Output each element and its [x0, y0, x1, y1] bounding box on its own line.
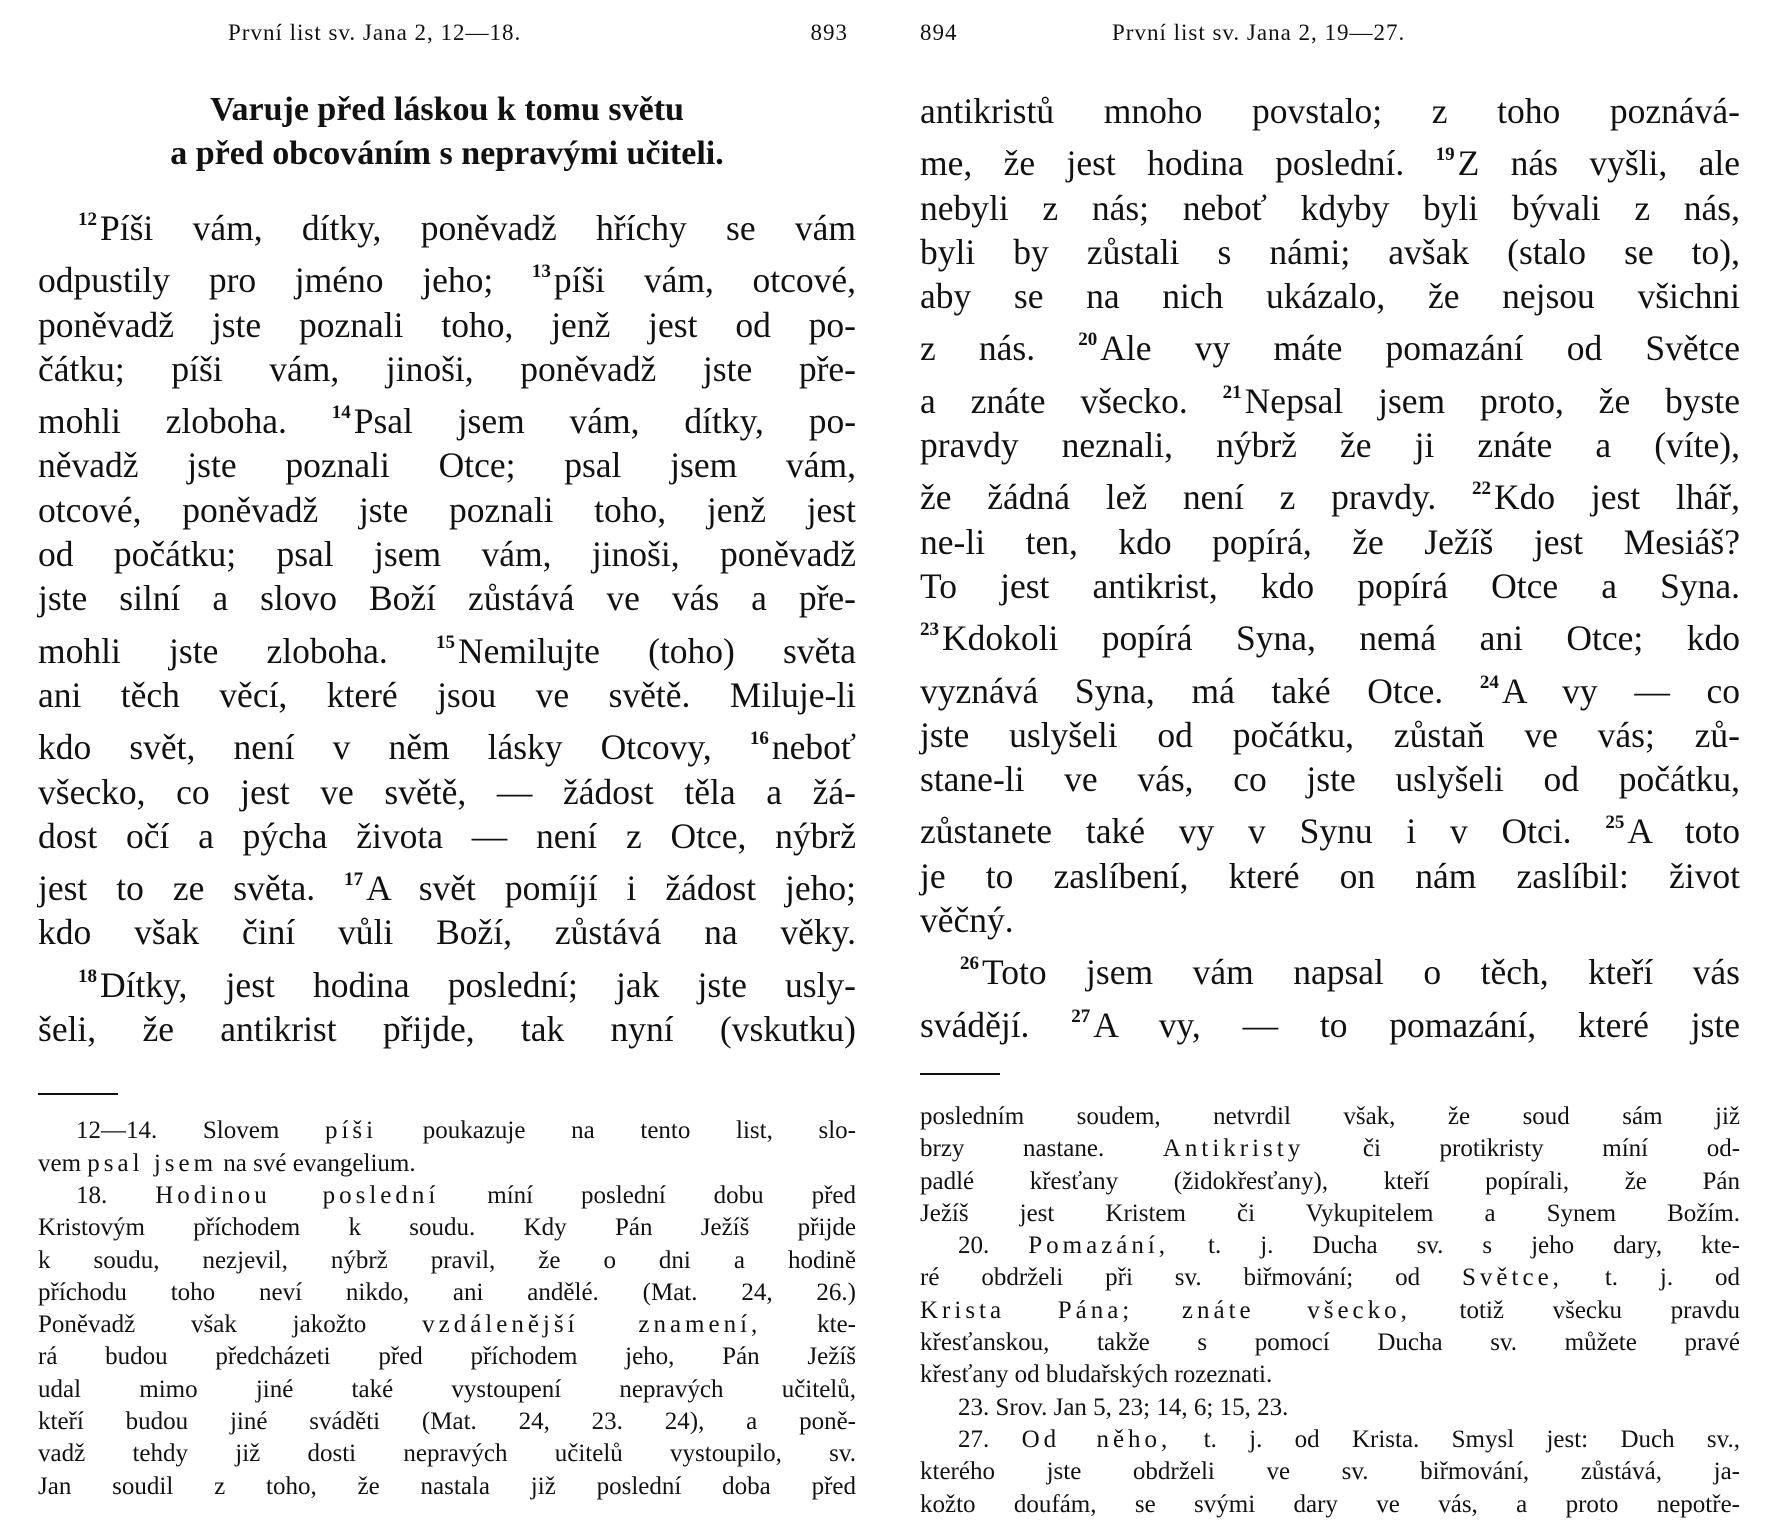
verse-number: 14 [331, 402, 351, 424]
text-line: $^{12}$Píši vám, dítky, poněvadž hříchy se vám [78, 208, 856, 248]
text-line: že žádná lež není z pravdy. $^{22}$Kdo jest lhář, [920, 477, 1740, 518]
note-line: vem psal jsem na své evangelium. [38, 1149, 416, 1177]
note-line: příchodu toho neví nikdo, ani andělé. (Mat. 24, 26.) [38, 1278, 856, 1306]
scripture-text [38, 198, 856, 1051]
note-line: vadž tehdy již dosti nepravých učitelů vystoupilo, sv. [38, 1440, 856, 1468]
text-line: ani těch věcí, které jsou ve světě. Miluje-li [38, 674, 856, 715]
text-line: dost očí a pýcha života — není z Otce, nýbrž [38, 815, 856, 856]
text-line: byli by zůstali s námi; avšak (stalo se to), [920, 231, 1740, 272]
text-line: všecko, co jest ve světě, — žádost těla a žá- [38, 771, 856, 812]
verse-number: 12 [78, 209, 97, 230]
note-line: kteří budou jiné sváděti (Mat. 24, 23. 24), a poně- [38, 1408, 856, 1436]
note-line: rá budou předcházeti před příchodem jeho, Pán Ježíš [38, 1343, 856, 1371]
note-line: křesťanskou, takže s pomocí Ducha sv. můžete pravé [920, 1329, 1740, 1357]
text-line: $^{26}$Toto jsem vám napsal o těch, kteří vás [960, 952, 1740, 993]
page-number: 893 [810, 20, 848, 45]
verse-number: 24 [1479, 671, 1499, 693]
left-page [38, 0, 856, 1503]
note-line: k soudu, nezjevil, nýbrž pravil, že o dni a hodině [38, 1246, 856, 1274]
note-line: 12—14. Slovem píši poukazuje na tento list, slo- [76, 1117, 856, 1145]
text-line: zůstanete také vy v Synu i v Otci. $^{25}$A toto [920, 811, 1741, 852]
heading-line: Varuje před láskou k tomu světu [210, 91, 684, 128]
text-line: kdo svět, není v něm lásky Otcovy, $^{16}$neboť [38, 727, 857, 768]
verse-number: 20 [1078, 329, 1098, 351]
running-head-right [920, 20, 1740, 60]
note-line: kterého jste obdrželi ve sv. biřmování, zůstává, ja- [920, 1458, 1740, 1486]
text-line: otcové, poněvadž jste poznali toho, jenž jest [38, 489, 856, 530]
text-line: poněvadž jste poznali toho, jenž jest od po- [38, 304, 856, 345]
text-line: svádějí. $^{27}$A vy, — to pomazání, které jste [920, 1004, 1740, 1045]
text-line: něvadž jste poznali Otce; psal jsem vám, [38, 445, 856, 486]
text-line: kdo však činí vůli Boží, zůstává na věky. [38, 912, 856, 953]
text-line: $^{18}$Dítky, jest hodina poslední; jak jste usly- [78, 964, 856, 1005]
text-line: vyznává Syna, má také Otce. $^{24}$A vy — co [920, 670, 1741, 711]
verse-number: 19 [1435, 144, 1455, 166]
verse-number: 25 [1605, 812, 1625, 834]
text-line: ne-li ten, kdo popírá, že Ježíš jest Mesiáš? [920, 521, 1740, 562]
page-number: 894 [920, 20, 958, 45]
verse-number: 21 [1222, 381, 1242, 403]
verse-number: 23 [920, 619, 939, 641]
text-line: me, že jest hodina poslední. $^{19}$Z nás vyšli, ale [920, 143, 1740, 184]
verse-number: 17 [344, 869, 364, 891]
section-heading [38, 88, 856, 176]
note-line: 23. Srov. Jan 5, 23; 14, 6; 15, 23. [958, 1393, 1289, 1421]
note-line: ré obdrželi při sv. biřmování; od Světce, t. j. od [920, 1264, 1741, 1292]
running-title: První list sv. Jana 2, 19—27. [1112, 20, 1406, 45]
verse-number: 16 [749, 728, 769, 750]
text-line: $^{23}$Kdokoli popírá Syna, nemá ani Otce; kdo [920, 618, 1740, 659]
text-line: jste uslyšeli od počátku, zůstaň ve vás; zů- [920, 714, 1740, 755]
note-line: kožto doufám, se svými dary ve vás, a proto nepotře- [920, 1490, 1740, 1518]
verse-number: 13 [531, 261, 551, 283]
text-line: z nás. $^{20}$Ale vy máte pomazání od Světce [920, 328, 1740, 369]
footnotes [38, 1115, 856, 1503]
note-line: posledním soudem, netvrdil však, že soud sám již [920, 1102, 1740, 1130]
note-line: Poněvadž však jakožto vzdálenější znamení, kte- [38, 1311, 857, 1339]
verse-number: 26 [960, 953, 979, 975]
verse-number: 22 [1472, 478, 1492, 500]
text-line: aby se na nich ukázalo, že nejsou všichni [920, 276, 1740, 317]
running-head-left [38, 20, 856, 60]
note-line: Kristovým příchodem k soudu. Kdy Pán Ježíš přijde [38, 1214, 856, 1242]
note-line: 20. Pomazání, t. j. Ducha sv. s jeho dary, kte- [958, 1232, 1740, 1260]
text-line: nebyli z nás; neboť kdyby byli bývali z nás, [920, 187, 1740, 228]
running-title: První list sv. Jana 2, 12—18. [228, 20, 522, 45]
text-line: je to zaslíbení, které on nám zaslíbil: život [920, 855, 1740, 896]
note-line: padlé křesťany (židokřesťany), kteří popírali, že Pán [920, 1167, 1740, 1195]
note-line: Jan soudil z toho, že nastala již poslední doba před [38, 1472, 856, 1500]
text-line: jest to ze světa. $^{17}$A svět pomíjí i žádost jeho; [38, 868, 856, 909]
heading-line: a před obcováním s nepravými učiteli. [170, 135, 724, 172]
text-line: jste silní a slovo Boží zůstává ve vás a pře- [38, 578, 856, 619]
text-line: odpustily pro jméno jeho; $^{13}$píši vám, otcové, [38, 260, 856, 301]
footnote-rule [38, 1093, 118, 1095]
note-line: udal mimo jiné také vystoupení nepravých učitelů, [38, 1375, 856, 1403]
text-line: To jest antikrist, kdo popírá Otce a Syna. [920, 565, 1740, 606]
text-line: mohli zloboha. $^{14}$Psal jsem vám, dítky, po- [38, 401, 857, 442]
verse-number: 27 [1071, 1005, 1091, 1027]
note-line: křesťany od bludařských rozeznati. [920, 1361, 1273, 1389]
verse-number: 15 [435, 631, 455, 653]
scripture-text [920, 89, 1740, 1047]
note-line: Krista Pána; znáte všecko, totiž všecku pravdu [920, 1296, 1741, 1324]
text-line: věčný. [920, 900, 1014, 941]
note-line: 27. Od něho, t. j. od Krista. Smysl jest: Duch sv., [958, 1425, 1741, 1453]
text-line: čátku; píši vám, jinoši, poněvadž jste pře- [38, 348, 856, 389]
text-line: pravdy neznali, nýbrž že ji znáte a (víte), [920, 425, 1740, 466]
text-line: mohli jste zloboha. $^{15}$Nemilujte (toho) světa [38, 630, 856, 671]
footnotes [920, 1101, 1740, 1521]
note-line: Ježíš jest Kristem či Vykupitelem a Synem Božím. [920, 1199, 1740, 1227]
text-line: od počátku; psal jsem vám, jinoši, poněvadž [38, 534, 856, 575]
text-line: šeli, že antikrist přijde, tak nyní (vskutku) [38, 1009, 856, 1050]
note-line: 18. Hodinou poslední míní poslední dobu před [76, 1181, 857, 1209]
verse-number: 18 [78, 965, 97, 987]
text-line: stane-li ve vás, co jste uslyšeli od počátku, [920, 759, 1740, 800]
right-page [920, 0, 1740, 1521]
note-line: brzy nastane. Antikristy či protikristy míní od- [920, 1135, 1741, 1163]
text-line: a znáte všecko. $^{21}$Nepsal jsem proto, že byste [920, 380, 1740, 421]
footnote-rule [920, 1073, 1000, 1075]
text-line: antikristů mnoho povstalo; z toho poznává- [920, 91, 1740, 131]
